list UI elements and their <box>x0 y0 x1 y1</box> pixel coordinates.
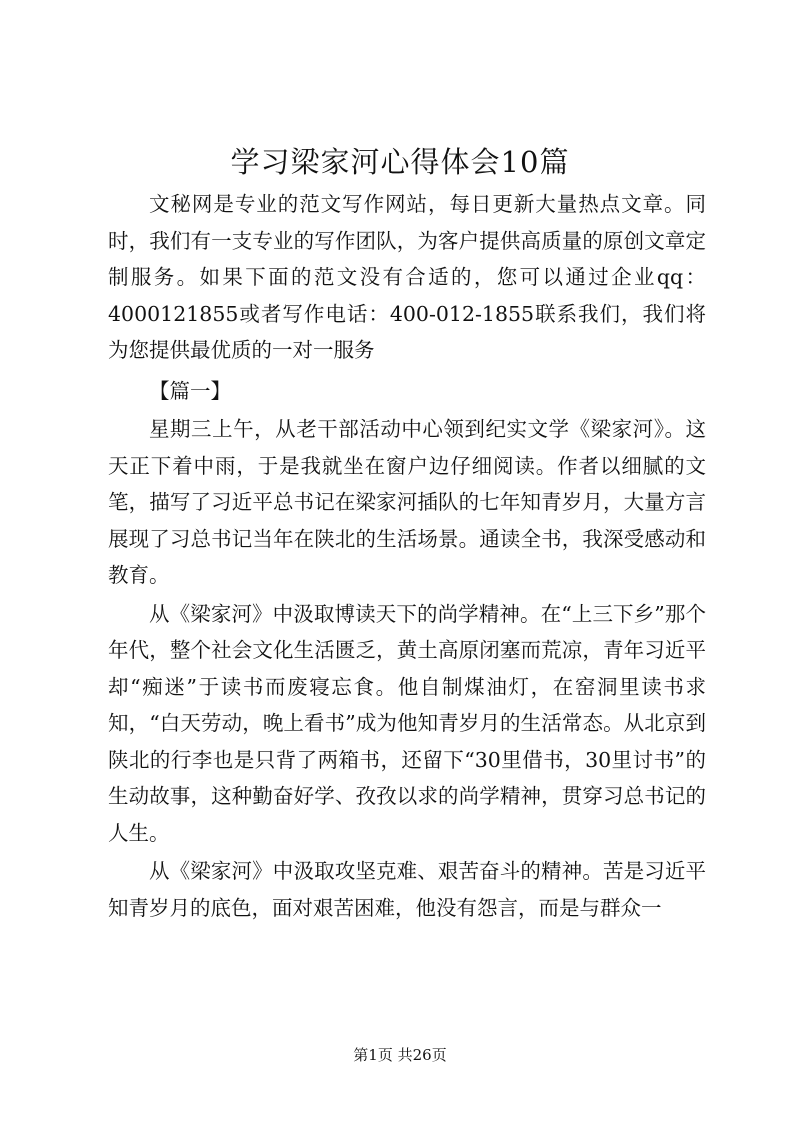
page-footer: 第1页 共26页 <box>353 1046 447 1064</box>
intro-paragraph: 文秘网是专业的范文写作网站，每日更新大量热点文章。同时，我们有一支专业的写作团队，为客户提供高质量的原创文章定制服务。如果下面的范文没有合适的，您可以通过企业qq：4000121855或者写作电话：400-012-1855联系我们，我们将为您提供最优质的一对一服务 <box>108 192 706 362</box>
document-body <box>108 186 706 928</box>
section-heading: 【篇一】 <box>149 378 231 403</box>
document-title: 学习梁家河心得体会10篇 <box>230 145 570 179</box>
body-paragraph: 从《梁家河》中汲取攻坚克难、艰苦奋斗的精神。苦是习近平知青岁月的底色，面对艰苦困难，他没有怨言，而是与群众一 <box>108 859 706 920</box>
body-paragraph: 从《梁家河》中汲取博读天下的尚学精神。在“上三下乡”那个年代，整个社会文化生活匮乏，黄土高原闭塞而荒凉，青年习近平却“痴迷”于读书而废寝忘食。他自制煤油灯，在窑洞里读书求知，“白天劳动，晚上看书”成为他知青岁月的生活常态。从北京到陕北的行李也是只背了两箱书，还留下“30里借书，30里讨书”的生动故事，这种勤奋好学、孜孜以求的尚学精神，贯穿习总书记的人生。 <box>108 601 706 845</box>
body-paragraph: 星期三上午，从老干部活动中心领到纪实文学《梁家河》。这天正下着中雨，于是我就坐在窗户边仔细阅读。作者以细腻的文笔，描写了习近平总书记在梁家河插队的七年知青岁月，大量方言展现了习总书记当年在陕北的生活场景。通读全书，我深受感动和教育。 <box>108 417 706 587</box>
